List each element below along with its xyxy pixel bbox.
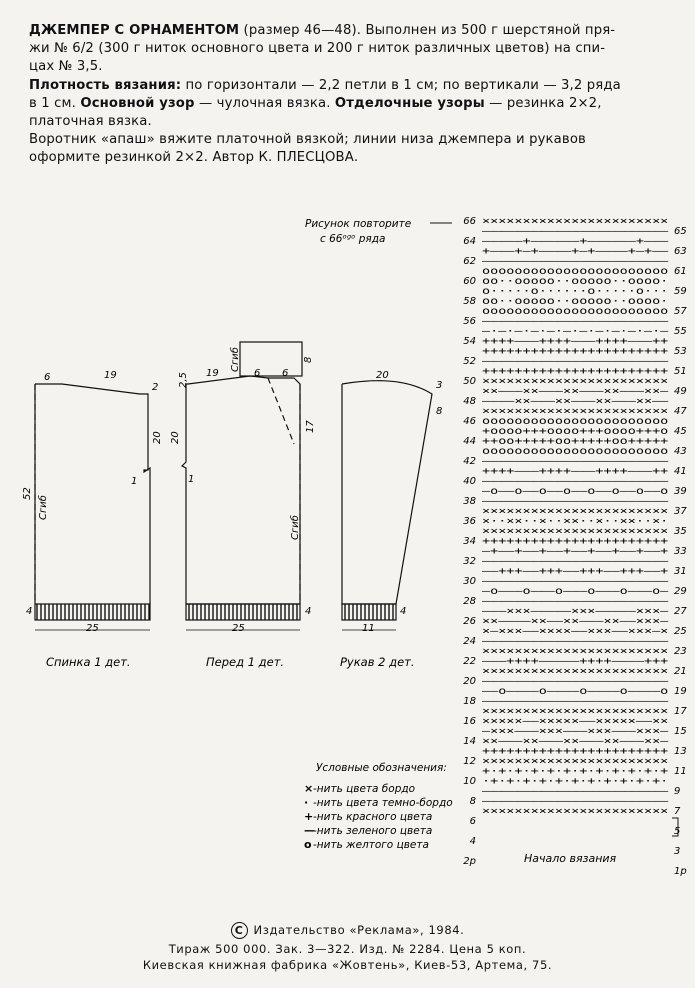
chart-row-number-left: 22 bbox=[463, 656, 476, 667]
chart-row-number-right: 17 bbox=[674, 706, 687, 717]
chart-row: ×··××··×··××··×··××··×· bbox=[482, 516, 669, 527]
chart-row-number-left: 26 bbox=[463, 616, 476, 627]
chart-row: ——————————————————————— bbox=[482, 316, 670, 327]
chart-row-number-right: 21 bbox=[674, 666, 687, 677]
chart-row-number-left: 2р bbox=[463, 856, 476, 867]
chart-row: —o——o——o——o——o——o——o——o bbox=[482, 486, 669, 497]
sleeve-dim-rib: 4 bbox=[400, 606, 407, 617]
chart-row: —————+——————+——————+——— bbox=[482, 236, 670, 247]
chart-row-number-left: 36 bbox=[463, 516, 476, 527]
front-dim-rib: 4 bbox=[305, 606, 312, 617]
chart-row-number-left: 4 bbox=[469, 836, 476, 847]
chart-row-number-right: 23 bbox=[674, 646, 687, 657]
front-dim-armhole: 20 bbox=[170, 431, 181, 444]
chart-start-label: Начало вязания bbox=[524, 852, 617, 865]
chart-row: ——————————————————————— bbox=[482, 476, 670, 487]
chart-row: ++++———++++———++++———++ bbox=[482, 466, 669, 477]
back-dim-rib: 4 bbox=[26, 606, 33, 617]
text: оформите резинкой 2×2. Автор К. ПЛЕСЦОВА. bbox=[29, 150, 359, 166]
back-outline bbox=[35, 384, 150, 604]
chart-row: ××××××××××××××××××××××× bbox=[482, 806, 669, 817]
chart-row: o·····o······o·····o··· bbox=[482, 286, 669, 297]
front-pattern bbox=[182, 342, 302, 630]
chart-row: ————××———××———××———××—— bbox=[482, 396, 670, 407]
chart-row-number-left: 28 bbox=[463, 596, 476, 607]
sleeve-dim-cap: 3 bbox=[436, 380, 443, 391]
front-outline bbox=[182, 376, 300, 604]
chart-row-number-left: 10 bbox=[463, 776, 476, 787]
chart-row: ××××××××××××××××××××××× bbox=[482, 216, 669, 227]
chart-row: oo··ooooo··ooooo··oooo· bbox=[482, 276, 669, 287]
chart-row: ——————————————————————— bbox=[482, 596, 670, 607]
back-ribbing bbox=[35, 604, 150, 620]
chart-row-number-right: 1р bbox=[674, 866, 687, 877]
chart-row: ——————————————————————— bbox=[482, 786, 670, 797]
chart-row: ×—×××——××××——×××——×××—× bbox=[482, 626, 669, 637]
chart-row-number-left: 16 bbox=[463, 716, 476, 727]
chart-row-number-left: 50 bbox=[463, 376, 476, 387]
chart-row-number-right: 49 bbox=[674, 386, 687, 397]
chart-row: ××××××××××××××××××××××× bbox=[482, 506, 669, 517]
chart-left-row-numbers bbox=[463, 216, 476, 867]
front-dim-width: 25 bbox=[232, 623, 245, 634]
chart-row: ——o————o————o————o————o bbox=[482, 686, 669, 697]
text: платочная вязка. bbox=[29, 114, 152, 130]
front-dim-top: 19 bbox=[206, 368, 219, 379]
chart-row: +·+·+·+·+·+·+·+·+·+·+·+ bbox=[482, 766, 669, 777]
chart-row-number-left: 48 bbox=[463, 396, 476, 407]
chart-row-number-left: 46 bbox=[463, 416, 476, 427]
chart-row: ——————————————————————— bbox=[482, 356, 670, 367]
footer-publisher bbox=[0, 922, 695, 939]
sleeve-caption: Рукав 2 дет. bbox=[340, 655, 415, 669]
chart-row: ——+++——+++——+++——+++——+ bbox=[482, 566, 669, 577]
chart-row: +———+—+————+—+————+—+—— bbox=[482, 246, 670, 257]
chart-row-number-right: 27 bbox=[674, 606, 687, 617]
legend-symbol: · bbox=[304, 796, 309, 809]
chart-row-number-right: 61 bbox=[674, 266, 687, 277]
text: жи № 6/2 (300 г ниток основного цвета и 200 г ниток различных цветов) на спи- bbox=[29, 41, 606, 57]
chart-row: ——————————————————————— bbox=[482, 456, 670, 467]
text: (размер 46—48). Выполнен из 500 г шерстяной пря- bbox=[239, 23, 616, 38]
chart-row-number-right: 15 bbox=[674, 726, 687, 737]
chart-row-number-left: 40 bbox=[463, 476, 476, 487]
chart-row-number-left: 64 bbox=[463, 236, 476, 247]
chart-row-number-right: 53 bbox=[674, 346, 687, 357]
chart-row-number-right: 13 bbox=[674, 746, 687, 757]
chart-row-number-right: 3 bbox=[674, 846, 681, 857]
sleeve-dim-top: 20 bbox=[376, 370, 389, 381]
chart-row-number-right: 31 bbox=[674, 566, 687, 577]
chart-row: ×××××——×××××——×××××——×× bbox=[482, 716, 669, 727]
front-collar bbox=[240, 342, 302, 376]
front-fold-label: Сгиб bbox=[290, 515, 301, 540]
text: — чулочная вязка. bbox=[194, 95, 335, 111]
chart-row-number-left: 54 bbox=[463, 336, 476, 347]
text: в 1 см. bbox=[29, 95, 81, 111]
main-pattern-label: Основной узор bbox=[80, 95, 195, 111]
chart-row-number-right: 9 bbox=[674, 786, 681, 797]
back-dim-notch: 1 bbox=[131, 476, 138, 487]
chart-row: +++++++++++++++++++++++ bbox=[482, 366, 669, 377]
chart-row-number-left: 44 bbox=[463, 436, 476, 447]
chart-row-number-left: 34 bbox=[463, 536, 476, 547]
chart-row-number-right: 39 bbox=[674, 486, 687, 497]
chart-row-number-right: 65 bbox=[674, 226, 687, 237]
chart-row: —+——+——+——+——+——+——+——+ bbox=[482, 546, 669, 557]
back-dim-armhole: 20 bbox=[152, 431, 163, 444]
chart-row-number-left: 60 bbox=[463, 276, 476, 287]
sleeve-dim-width: 11 bbox=[362, 623, 375, 634]
back-dim-slope: 2 bbox=[152, 382, 159, 393]
chart-row-number-right: 5 bbox=[674, 826, 681, 837]
chart-row: ——————————————————————— bbox=[482, 256, 670, 267]
back-dim-shoulder: 6 bbox=[44, 372, 51, 383]
footer-print-info: Тираж 500 000. Зак. 3—322. Изд. № 2284. Цена 5 коп. bbox=[168, 942, 527, 956]
chart-row: ××××××××××××××××××××××× bbox=[482, 526, 669, 537]
front-dim-mid-a: 6 bbox=[254, 368, 261, 379]
chart-row-number-left: 8 bbox=[469, 796, 476, 807]
chart-row: ——————————————————————— bbox=[482, 696, 670, 707]
legend-symbol: o bbox=[304, 838, 312, 851]
chart-row: ·+·+·+·+·+·+·+·+·+·+·+· bbox=[482, 776, 669, 787]
chart-row-number-left: 12 bbox=[463, 756, 476, 767]
chart-row: +oooo+++oooo+++oooo+++o bbox=[482, 426, 669, 437]
chart-row-number-right: 45 bbox=[674, 426, 687, 437]
chart-row: ——————————————————————— bbox=[482, 796, 670, 807]
text: по горизонтали — 2,2 петли в 1 см; по вертикали — 3,2 ряда bbox=[181, 77, 621, 93]
chart-row-number-left: 32 bbox=[463, 556, 476, 567]
chart-row: ××××××××××××××××××××××× bbox=[482, 646, 669, 657]
front-dim-top-left: 2,5 bbox=[178, 372, 189, 388]
front-collar-fold: Сгиб bbox=[230, 347, 241, 372]
chart-row: +++++++++++++++++++++++ bbox=[482, 346, 669, 357]
chart-row: ——————————————————————— bbox=[482, 676, 670, 687]
back-dim-top: 19 bbox=[104, 370, 117, 381]
back-caption: Спинка 1 дет. bbox=[46, 655, 131, 669]
back-dim-height: 52 bbox=[22, 487, 33, 500]
chart-symbol-grid bbox=[482, 216, 670, 817]
text: — резинка 2×2, bbox=[484, 95, 602, 111]
chart-row: ××××××××××××××××××××××× bbox=[482, 756, 669, 767]
legend-symbol: + bbox=[304, 810, 314, 823]
copyright-icon: C bbox=[231, 922, 248, 939]
repeat-note-line2: с 66ᵒᵍᵒ ряда bbox=[320, 233, 386, 245]
chart-row-number-right: 25 bbox=[674, 626, 687, 637]
chart-row-number-right: 41 bbox=[674, 466, 687, 477]
chart-row-number-right: 47 bbox=[674, 406, 687, 417]
chart-row-number-right: 7 bbox=[674, 806, 681, 817]
front-dim-mid-b: 6 bbox=[282, 368, 289, 379]
chart-row-number-right: 33 bbox=[674, 546, 687, 557]
chart-row-number-right: 11 bbox=[674, 766, 687, 777]
chart-row-number-right: 59 bbox=[674, 286, 687, 297]
sleeve-dim-side: 8 bbox=[436, 406, 443, 417]
chart-row-number-left: 62 bbox=[463, 256, 476, 267]
chart-row: ——————————————————————— bbox=[482, 556, 670, 567]
legend-items bbox=[304, 782, 453, 851]
chart-row: ———×××—————×××—————×××— bbox=[482, 606, 670, 617]
back-pattern bbox=[35, 384, 150, 630]
chart-row: ——————————————————————— bbox=[482, 496, 670, 507]
chart-row-number-right: 19 bbox=[674, 686, 687, 697]
chart-row: ++oo+++++oo+++++oo+++++ bbox=[482, 436, 669, 447]
chart-row-number-left: 24 bbox=[463, 636, 476, 647]
chart-row: +++++++++++++++++++++++ bbox=[482, 746, 669, 757]
chart-row: +++++++++++++++++++++++ bbox=[482, 536, 669, 547]
article-title: ДЖЕМПЕР С ОРНАМЕНТОМ bbox=[29, 23, 240, 38]
chart-row: ××××××××××××××××××××××× bbox=[482, 376, 669, 387]
finish-label: Отделочные узоры bbox=[334, 95, 485, 111]
chart-row-number-left: 20 bbox=[463, 676, 476, 687]
legend-label: -нить цвета бордо bbox=[313, 783, 416, 795]
chart-row: ××××××××××××××××××××××× bbox=[482, 666, 669, 677]
legend-label: -нить красного цвета bbox=[313, 811, 433, 823]
front-ribbing bbox=[186, 604, 300, 620]
legend-title: Условные обозначения: bbox=[316, 762, 447, 774]
chart-row: —·—·—·—·—·—·—·—·—·—·—·— bbox=[482, 326, 670, 337]
chart-row-number-left: 56 bbox=[463, 316, 476, 327]
chart-row-number-left: 30 bbox=[463, 576, 476, 587]
chart-row-number-left: 66 bbox=[463, 216, 476, 227]
density-label: Плотность вязания: bbox=[29, 77, 182, 93]
sleeve-ribbing bbox=[342, 604, 396, 620]
chart-row: —×××———×××———×××———×××— bbox=[482, 726, 670, 737]
chart-row: ooooooooooooooooooooooo bbox=[482, 446, 669, 457]
chart-row: ××————××——××———××——×××— bbox=[482, 616, 670, 627]
chart-row: ——————————————————————— bbox=[482, 636, 670, 647]
front-dim-notch: 1 bbox=[188, 474, 195, 485]
chart-row-number-left: 18 bbox=[463, 696, 476, 707]
chart-row-number-right: 51 bbox=[674, 366, 687, 377]
chart-row-number-right: 29 bbox=[674, 586, 687, 597]
chart-row: —o———o———o———o———o———o— bbox=[482, 586, 670, 597]
sleeve-pattern bbox=[342, 381, 432, 630]
front-dim-collar-h: 8 bbox=[303, 356, 314, 363]
chart-row: ——————————————————————— bbox=[482, 226, 670, 237]
publisher-text: Издательство «Реклама», 1984. bbox=[253, 923, 465, 937]
chart-row: ××———××———××———××———××— bbox=[482, 386, 670, 397]
repeat-note-line1: Рисунок повторите bbox=[305, 218, 412, 230]
chart-row-number-right: 43 bbox=[674, 446, 687, 457]
chart-row-number-right: 35 bbox=[674, 526, 687, 537]
chart-row-number-left: 58 bbox=[463, 296, 476, 307]
chart-row: ××××××××××××××××××××××× bbox=[482, 706, 669, 717]
chart-row-number-right: 63 bbox=[674, 246, 687, 257]
back-fold-label: Сгиб bbox=[38, 495, 49, 520]
sleeve-outline bbox=[342, 381, 432, 604]
chart-row: ××———××———××———××———××— bbox=[482, 736, 670, 747]
chart-row: oo··ooooo··ooooo··oooo· bbox=[482, 296, 669, 307]
chart-row-number-left: 52 bbox=[463, 356, 476, 367]
chart-row: ooooooooooooooooooooooo bbox=[482, 266, 669, 277]
chart-row: ——————————————————————— bbox=[482, 576, 670, 587]
text: цах № 3,5. bbox=[29, 59, 103, 75]
chart-row-number-right: 55 bbox=[674, 326, 687, 337]
legend-symbol: — bbox=[304, 824, 315, 837]
chart-row: ++++———++++———++++———++ bbox=[482, 336, 669, 347]
chart-row: ooooooooooooooooooooooo bbox=[482, 416, 669, 427]
legend-label: -нить желтого цвета bbox=[313, 839, 429, 851]
chart-row-number-right: 57 bbox=[674, 306, 687, 317]
front-dim-neck: 17 bbox=[305, 420, 316, 433]
chart-row: ooooooooooooooooooooooo bbox=[482, 306, 669, 317]
chart-row-number-right: 37 bbox=[674, 506, 687, 517]
legend-label: -нить зеленого цвета bbox=[313, 825, 433, 837]
chart-row: ××××××××××××××××××××××× bbox=[482, 406, 669, 417]
front-neck-line bbox=[268, 378, 294, 444]
chart-row: ———++++—————++++————+++ bbox=[482, 656, 669, 667]
legend-label: -нить цвета темно-бордо bbox=[313, 797, 453, 809]
chart-row-number-left: 6 bbox=[469, 816, 476, 827]
back-dim-width: 25 bbox=[86, 623, 99, 634]
chart-row-number-left: 14 bbox=[463, 736, 476, 747]
legend-symbol: × bbox=[304, 782, 314, 795]
footer-factory: Киевская книжная фабрика «Жовтень», Киев-53, Артема, 75. bbox=[142, 958, 553, 972]
text: Воротник «апаш» вяжите платочной вязкой; линии низа джемпера и рукавов bbox=[29, 132, 586, 148]
front-caption: Перед 1 дет. bbox=[206, 655, 285, 669]
chart-right-row-numbers bbox=[674, 226, 687, 877]
chart-row-number-left: 38 bbox=[463, 496, 476, 507]
chart-row-number-left: 42 bbox=[463, 456, 476, 467]
